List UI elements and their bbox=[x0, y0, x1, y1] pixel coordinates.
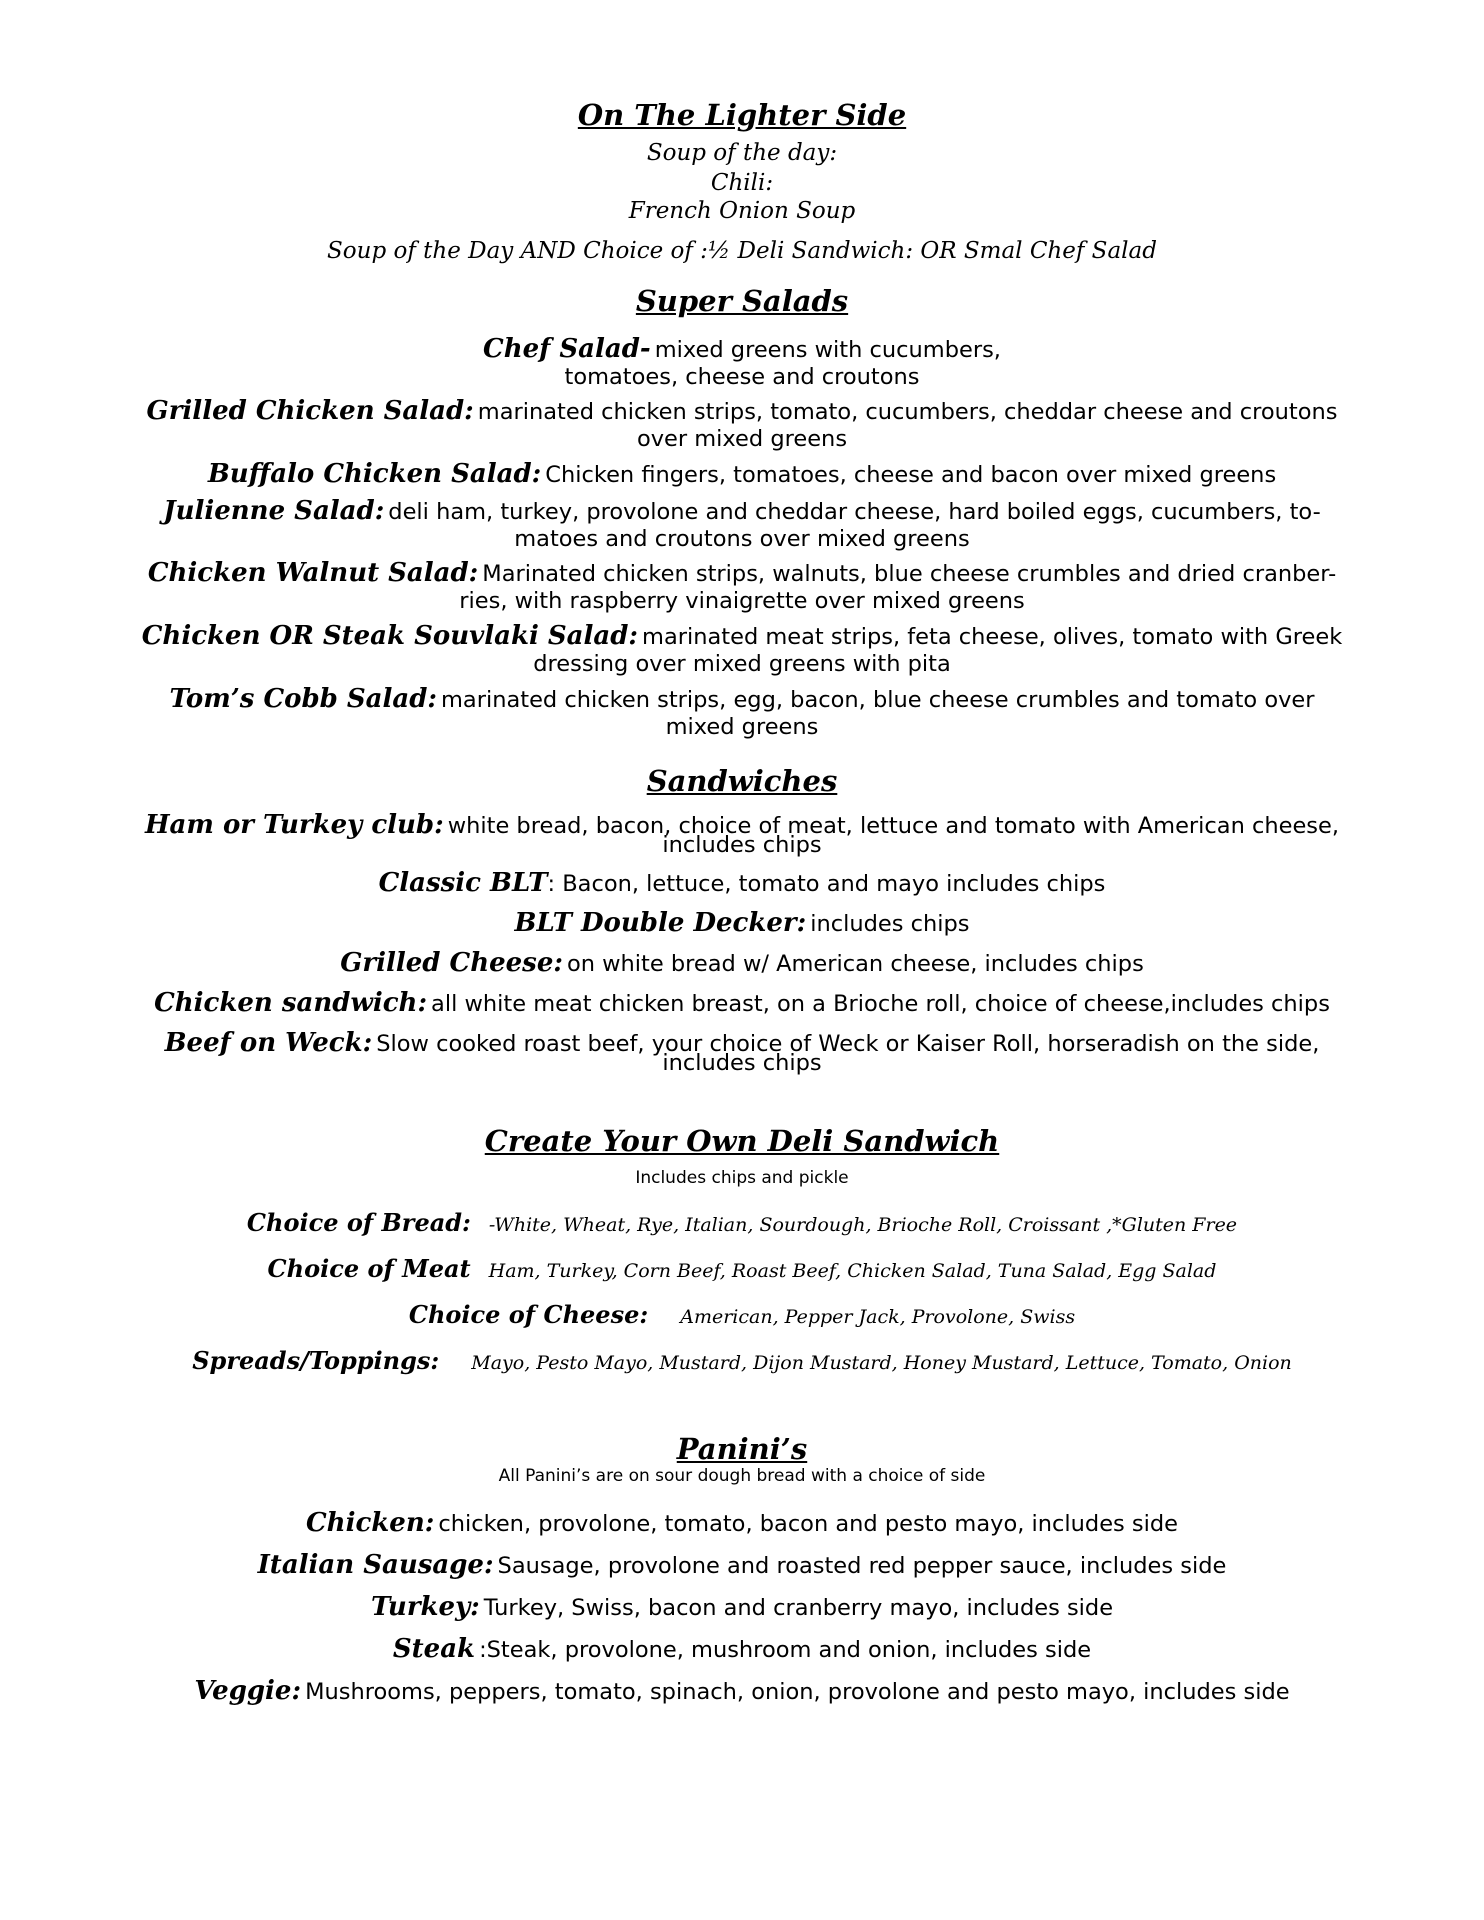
panini-item bbox=[0, 1634, 1484, 1664]
sandwiches-heading: Sandwiches bbox=[646, 764, 838, 798]
sandwich-name: BLT Double Decker: bbox=[514, 908, 807, 938]
panini-desc: Turkey, Swiss, bacon and cranberry mayo, includes side bbox=[483, 1595, 1114, 1621]
salad-desc-cont: tomatoes, cheese and croutons bbox=[564, 364, 920, 390]
panini-desc: Mushrooms, peppers, tomato, spinach, onion, provolone and pesto mayo, includes side bbox=[305, 1679, 1290, 1705]
panini-item bbox=[0, 1592, 1484, 1622]
sandwich-desc: : Bacon, lettuce, tomato and mayo includes chips bbox=[547, 871, 1106, 897]
sandwich-desc: Slow cooked roast beef, your choice of Weck or Kaiser Roll, horseradish on the side, bbox=[376, 1031, 1320, 1057]
salad-desc: marinated chicken strips, egg, bacon, blue cheese crumbles and tomato over bbox=[441, 687, 1315, 713]
deli-heading: Create Your Own Deli Sandwich bbox=[484, 1124, 1000, 1158]
deli-choice-options: Ham, Turkey, Corn Beef, Roast Beef, Chicken Salad, Tuna Salad, Egg Salad bbox=[488, 1260, 1217, 1282]
salad-item bbox=[0, 334, 1484, 364]
soup-combo: Soup of the Day AND Choice of :½ Deli Sandwich: OR Smal Chef Salad bbox=[327, 238, 1157, 264]
panini-name: Veggie: bbox=[194, 1676, 302, 1706]
panini-name: Steak bbox=[392, 1634, 476, 1664]
salad-name: Julienne Salad: bbox=[163, 496, 385, 526]
salad-item bbox=[0, 558, 1484, 588]
salad-desc-cont: dressing over mixed greens with pita bbox=[533, 651, 951, 677]
deli-choice bbox=[0, 1346, 1484, 1375]
deli-choice bbox=[0, 1254, 1484, 1283]
panini-item bbox=[0, 1508, 1484, 1538]
chili: Chili: bbox=[710, 170, 774, 196]
deli-note: Includes chips and pickle bbox=[635, 1168, 849, 1188]
paninis-heading: Panini’s bbox=[676, 1432, 808, 1466]
deli-choice-options: American, Pepper Jack, Provolone, Swiss bbox=[680, 1306, 1076, 1328]
salad-item bbox=[0, 684, 1484, 714]
sandwich-desc: all white meat chicken breast, on a Brioche roll, choice of cheese,includes chips bbox=[431, 991, 1330, 1017]
salad-desc-cont: over mixed greens bbox=[636, 426, 848, 452]
salad-desc: mixed greens with cucumbers, bbox=[654, 337, 1001, 363]
panini-desc: Sausage, provolone and roasted red pepper sauce, includes side bbox=[497, 1553, 1227, 1579]
panini-name: Italian Sausage: bbox=[257, 1550, 494, 1580]
sandwich-item bbox=[0, 868, 1484, 898]
panini-item bbox=[0, 1550, 1484, 1580]
salad-desc-cont: mixed greens bbox=[665, 714, 819, 740]
panini-item bbox=[0, 1676, 1484, 1706]
sandwich-name: Beef on Weck: bbox=[164, 1028, 373, 1058]
salad-item bbox=[0, 396, 1484, 426]
salad-desc: Marinated chicken strips, walnuts, blue cheese crumbles and dried cranber- bbox=[482, 561, 1337, 587]
sandwich-name: Grilled Cheese: bbox=[340, 948, 563, 978]
sandwich-item bbox=[0, 948, 1484, 978]
sandwich-desc: white bread, bacon, choice of meat, lettuce and tomato with American cheese, bbox=[447, 813, 1340, 839]
deli-choice-options: Mayo, Pesto Mayo, Mustard, Dijon Mustard, Honey Mustard, Lettuce, Tomato, Onion bbox=[471, 1352, 1292, 1374]
super-salads-heading: Super Salads bbox=[635, 284, 849, 318]
salad-name: Buffalo Chicken Salad: bbox=[207, 459, 542, 489]
deli-choice-label: Choice of Bread: bbox=[246, 1208, 471, 1237]
deli-choice-label: Choice of Meat bbox=[267, 1254, 471, 1283]
deli-choice-label: Spreads/Toppings: bbox=[192, 1346, 440, 1375]
salad-name: Grilled Chicken Salad: bbox=[146, 396, 474, 426]
soup-of-day: Soup of the day: bbox=[646, 140, 838, 166]
french-onion-soup: French Onion Soup bbox=[628, 198, 856, 224]
sandwich-desc: includes chips bbox=[810, 911, 970, 937]
sandwich-name: Classic BLT bbox=[378, 868, 548, 898]
salad-desc: Chicken fingers, tomatoes, cheese and bacon over mixed greens bbox=[545, 462, 1277, 488]
sandwich-desc-cont: includes chips bbox=[662, 832, 822, 858]
deli-choice-label: Choice of Cheese: bbox=[408, 1300, 649, 1329]
sandwich-item bbox=[0, 908, 1484, 938]
salad-desc: marinated chicken strips, tomato, cucumbers, cheddar cheese and croutons bbox=[477, 399, 1338, 425]
lighter-side-heading: On The Lighter Side bbox=[577, 98, 907, 132]
paninis-note: All Panini’s are on sour dough bread with a choice of side bbox=[498, 1466, 986, 1486]
deli-choice bbox=[0, 1208, 1484, 1237]
panini-name: Chicken: bbox=[305, 1508, 435, 1538]
sandwich-desc-cont: includes chips bbox=[662, 1050, 822, 1076]
panini-desc: chicken, provolone, tomato, bacon and pesto mayo, includes side bbox=[438, 1511, 1179, 1537]
salad-name: Chef Salad- bbox=[483, 334, 651, 364]
salad-item bbox=[0, 459, 1484, 489]
salad-desc: marinated meat strips, feta cheese, olives, tomato with Greek bbox=[642, 624, 1343, 650]
sandwich-name: Ham or Turkey club: bbox=[144, 810, 444, 840]
sandwich-name: Chicken sandwich: bbox=[154, 988, 428, 1018]
salad-item bbox=[0, 621, 1484, 651]
panini-name: Turkey: bbox=[370, 1592, 480, 1622]
salad-name: Chicken OR Steak Souvlaki Salad: bbox=[141, 621, 639, 651]
sandwich-desc: on white bread w/ American cheese, includes chips bbox=[566, 951, 1144, 977]
panini-desc: :Steak, provolone, mushroom and onion, includes side bbox=[479, 1637, 1092, 1663]
deli-choice-options: -White, Wheat, Rye, Italian, Sourdough, Brioche Roll, Croissant ,*Gluten Free bbox=[488, 1214, 1238, 1236]
salad-desc: deli ham, turkey, provolone and cheddar cheese, hard boiled eggs, cucumbers, to- bbox=[388, 499, 1321, 525]
deli-choice bbox=[0, 1300, 1484, 1329]
salad-item bbox=[0, 496, 1484, 526]
salad-desc-cont: ries, with raspberry vinaigrette over mixed greens bbox=[459, 588, 1025, 614]
salad-name: Tom’s Cobb Salad: bbox=[169, 684, 438, 714]
sandwich-item bbox=[0, 988, 1484, 1018]
salad-name: Chicken Walnut Salad: bbox=[147, 558, 479, 588]
salad-desc-cont: matoes and croutons over mixed greens bbox=[514, 526, 970, 552]
